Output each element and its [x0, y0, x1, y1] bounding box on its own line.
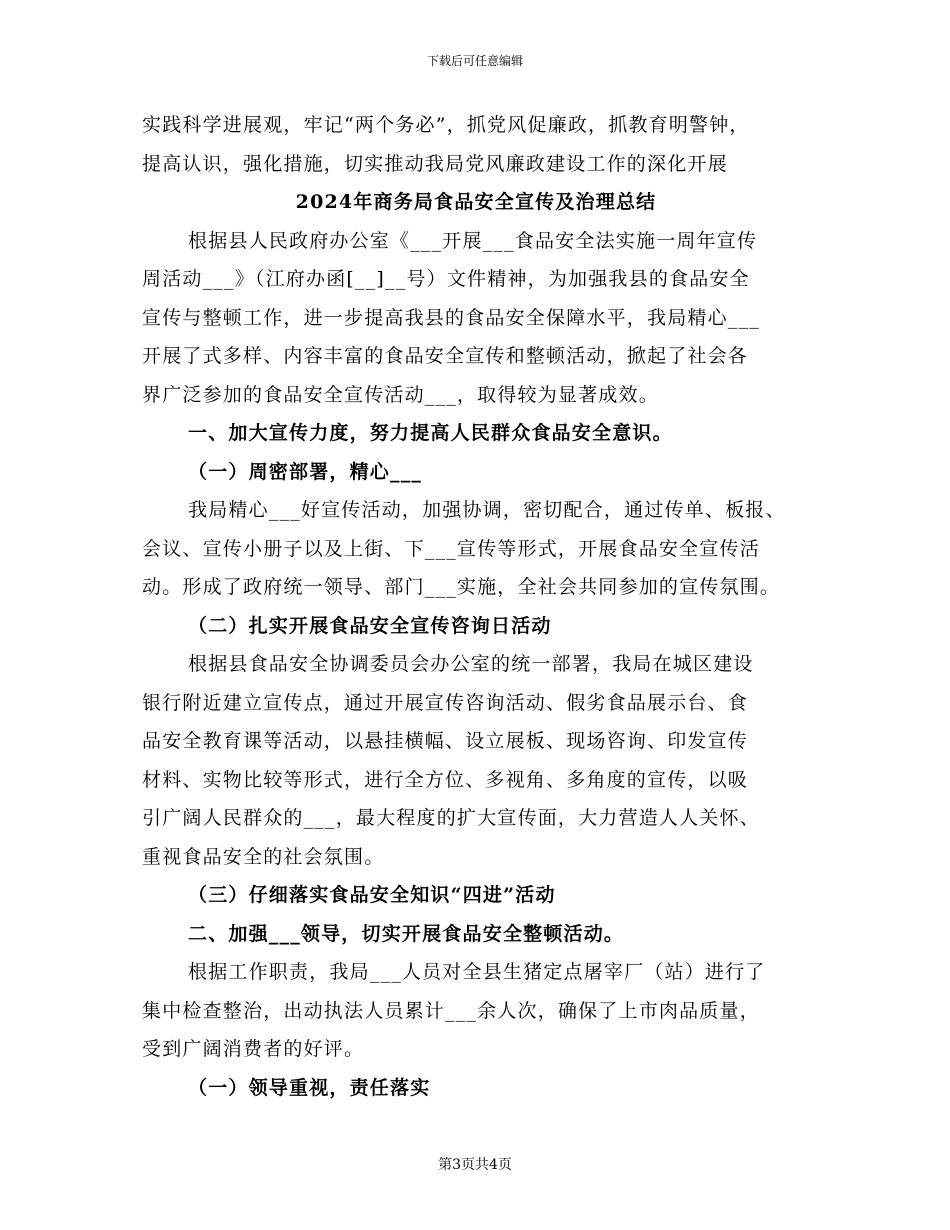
body-line: 品安全教育课等活动，以悬挂横幅、设立展板、现场咨询、印发宣传	[142, 730, 749, 752]
body-line: 重视食品安全的社会氛围。	[142, 845, 385, 868]
subsection-heading: （三）仔细落实食品安全知识“四进”活动	[188, 884, 556, 906]
body-line: 界广泛参加的食品安全宣传活动___，取得较为显著成效。	[142, 383, 659, 406]
document-title: 2024年商务局食品安全宣传及治理总结	[295, 191, 657, 213]
body-line: 实践科学进展观，牢记“两个务必”，抓党风促廉政，抓教育明警钟，	[142, 114, 750, 136]
section-heading: 二、加强___领导，切实开展食品安全整顿活动。	[188, 922, 625, 945]
body-line: 提高认识，强化措施，切实推动我局党风廉政建设工作的深化开展	[142, 152, 728, 175]
subsection-heading: （二）扎实开展食品安全宣传咨询日活动	[188, 614, 552, 637]
body-line: 根据工作职责，我局___人员对全县生猪定点屠宰厂（站）进行了	[188, 961, 766, 983]
body-line: 开展了式多样、内容丰富的食品安全宣传和整顿活动，掀起了社会各	[142, 345, 749, 367]
body-line: 动。形成了政府统一领导、部门___实施，全社会共同参加的宣传氛围。	[142, 576, 781, 598]
body-line: 银行附近建立宣传点，通过开展宣传咨询活动、假劣食品展示台、食	[142, 691, 749, 714]
header-note: 下载后可任意编辑	[426, 54, 523, 68]
subsection-heading: （一）领导重视，责任落实	[188, 1076, 431, 1099]
body-line: 会议、宣传小册子以及上街、下___宣传等形式，开展食品安全宣传活	[142, 537, 760, 560]
body-line: 宣传与整顿工作，进一步提高我县的食品安全保障水平，我局精心___	[142, 306, 760, 329]
body-line: 引广阔人民群众的___，最大程度的扩大宣传面，大力营造人人关怀、	[142, 807, 760, 829]
body-line: 材料、实物比较等形式，进行全方位、多视角、多角度的宣传，以吸	[142, 768, 749, 791]
section-heading: 一、加大宣传力度，努力提高人民群众食品安全意识。	[188, 422, 673, 444]
body-line: 受到广阔消费者的好评。	[142, 1038, 365, 1060]
body-line: 根据县食品安全协调委员会办公室的统一部署，我局在城区建设	[188, 653, 754, 675]
body-line: 我局精心___好宣传活动，加强协调，密切配合，通过传单、板报、	[188, 499, 786, 521]
document-body	[142, 106, 810, 1107]
body-line: 周活动___》（江府办函[__]__号）文件精神，为加强我县的食品安全	[142, 268, 750, 290]
page-number: 第3页共4页	[438, 1157, 512, 1173]
body-line: 集中检查整治，出动执法人员累计___余人次，确保了上市肉品质量，	[142, 999, 760, 1022]
subsection-heading: （一）周密部署，精心___	[188, 460, 423, 483]
body-line: 根据县人民政府办公室《___开展___食品安全法实施一周年宣传	[188, 229, 758, 252]
